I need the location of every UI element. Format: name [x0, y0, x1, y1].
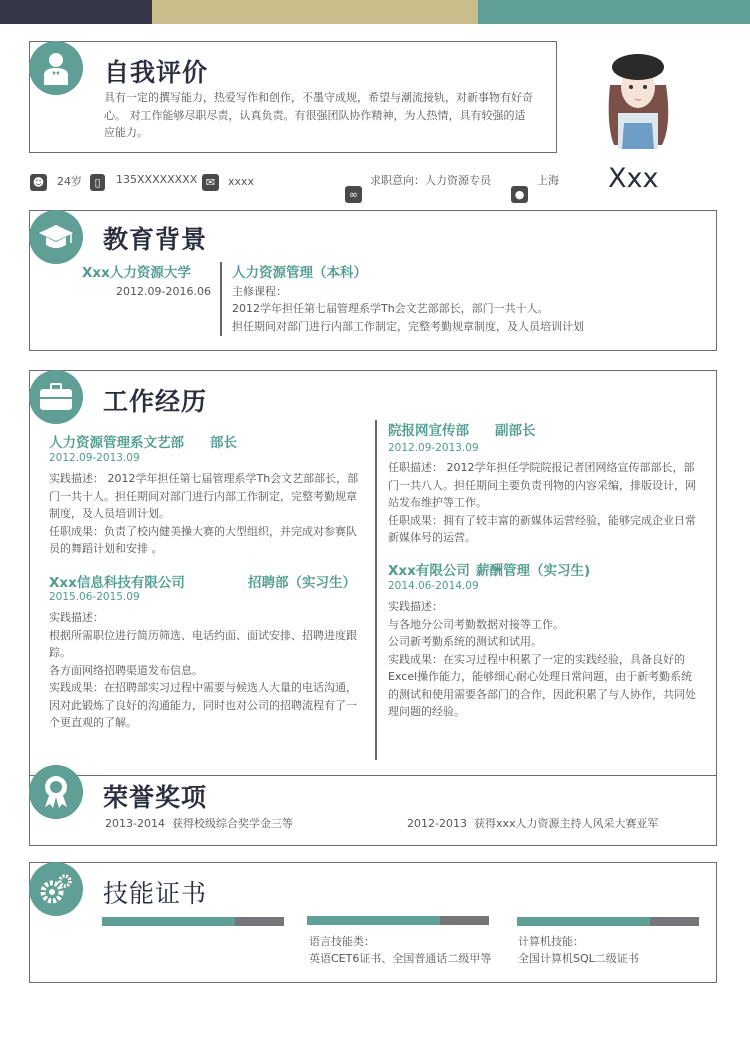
- person-icon: [29, 41, 83, 95]
- job-2-text: 实践描述： 根据所需职位进行简历筛选、电话约面、面试安排、招聘进度跟踪。 各方面网络招聘渠道发布信息。 实践成果：在招聘部实习过程中需要与候选人大量的电话沟通，因对此锻炼了良好的沟通能力，同时也对公司的招聘流程有了一个更直观的了解。: [49, 611, 357, 729]
- top-bar-beige: [152, 0, 478, 24]
- job-4-org: Xxx有限公司: [388, 563, 470, 579]
- top-bar-navy: [0, 0, 152, 24]
- job-3-org: 院报网宣传部: [388, 423, 469, 439]
- email-icon: ✉: [202, 174, 219, 191]
- avatar: [596, 45, 680, 149]
- job-1-role: 部长: [210, 435, 237, 451]
- job-4-dates: 2014.06-2014.09: [388, 580, 479, 592]
- education-dates: 2012.09-2016.06: [116, 285, 211, 298]
- skill-bar-rest: [235, 917, 284, 926]
- skill-bar-fill: [517, 917, 650, 926]
- skill-language-text: 英语CET6证书、全国普通话二级甲等: [309, 952, 492, 965]
- skill-bar-1: [102, 917, 284, 926]
- education-line-2: 2012学年担任第七届管理系学Th会文艺部部长，部门一共十人。: [232, 302, 549, 315]
- briefcase-icon: [29, 370, 83, 424]
- phone: 135XXXXXXXX: [116, 173, 198, 186]
- skill-computer-text: 全国计算机SQL二级证书: [518, 952, 639, 965]
- name: Xxx: [608, 163, 659, 194]
- honor-1: 2013-2014 获得校级综合奖学金三等: [105, 817, 293, 830]
- job-2-role: 招聘部（实习生）: [248, 575, 356, 591]
- skills-title: 技能证书: [103, 879, 208, 908]
- job-3-role: 副部长: [495, 423, 536, 439]
- job-3-text: 任职描述： 2012学年担任学院院报记者团网络宣传部部长，部门一共八人。担任期间主要负责刊物的内容采编，排版设计，网站发布维护等工作。 任职成果：拥有了较丰富的新媒体运营经验，能够完成企业日常新媒体号的运营。: [388, 461, 696, 544]
- skill-bar-fill: [102, 917, 235, 926]
- honor-2: 2012-2013 获得xxx人力资源主持人风采大赛亚军: [407, 817, 659, 830]
- location-icon: ●: [511, 186, 528, 203]
- job-4-text: 实践描述： 与各地分公司考勤数据对接等工作。 公司新考勤系统的测试和试用。 实践成果：在实习过程中积累了一定的实践经验，具备良好的Excel操作能力，能够细心耐心处理日常问题，由于新考勤系统的测试和使用需要各部门的合作，因此积累了与人协作，共同处理问题的经验。: [388, 600, 696, 718]
- job-3-dates: 2012.09-2013.09: [388, 442, 479, 454]
- skill-bar-2: [307, 916, 489, 925]
- education-title: 教育背景: [103, 225, 208, 254]
- job-2-dates: 2015.06-2015.09: [49, 591, 140, 603]
- job-intention: 求职意向：人力资源专员: [370, 174, 491, 187]
- skill-bar-rest: [440, 916, 489, 925]
- work-title: 工作经历: [103, 387, 208, 416]
- skill-computer-label: 计算机技能：: [518, 935, 584, 948]
- job-4-role: 薪酬管理（实习生): [476, 563, 591, 579]
- education-line-3: 担任期间对部门进行内部工作制定，完整考勤规章制度，及人员培训计划: [232, 320, 584, 333]
- skill-bar-rest: [650, 917, 699, 926]
- skill-language-label: 语言技能类：: [309, 935, 375, 948]
- job-2-org: Xxx信息科技有限公司: [49, 575, 185, 591]
- self-eval-title: 自我评价: [104, 58, 209, 87]
- self-eval-text: 具有一定的撰写能力，热爱写作和创作，不墨守成规，希望与潮流接轨，对新事物有好奇心。 对工作能够尽职尽责，认真负责。有很强团队协作精神，为人热情，具有较强的适应能力。: [104, 91, 533, 139]
- age: 24岁: [57, 175, 82, 188]
- phone-icon: ▯: [90, 174, 105, 191]
- top-bar-teal: [478, 0, 750, 24]
- school-name: Xxx人力资源大学: [82, 265, 191, 281]
- gears-icon: [29, 862, 83, 916]
- location: 上海: [537, 174, 559, 187]
- work-divider: [375, 420, 377, 760]
- skill-bar-fill: [307, 916, 440, 925]
- job-1-text: 实践描述： 2012学年担任第七届管理系学Th会文艺部部长，部门一共十人。担任期间对部门进行内部工作制定，完整考勤规章制度，及人员培训计划。 任职成果：负责了校内健美操大赛的大型组织，并完成对参赛队员的舞蹈计划和安排 。: [49, 472, 359, 555]
- skill-bar-3: [517, 917, 699, 926]
- honors-title: 荣誉奖项: [103, 783, 208, 812]
- education-line-1: 主修课程：: [232, 285, 287, 298]
- graduation-cap-icon: [29, 210, 83, 264]
- age-icon: ☻: [30, 174, 47, 191]
- major: 人力资源管理（本科）: [232, 265, 367, 281]
- education-divider: [220, 262, 222, 336]
- job-1-dates: 2012.09-2013.09: [49, 452, 140, 464]
- job-1-org: 人力资源管理系文艺部: [49, 435, 184, 451]
- award-ribbon-icon: [29, 765, 83, 819]
- link-icon: ∞: [345, 186, 362, 203]
- email: xxxx: [228, 175, 255, 188]
